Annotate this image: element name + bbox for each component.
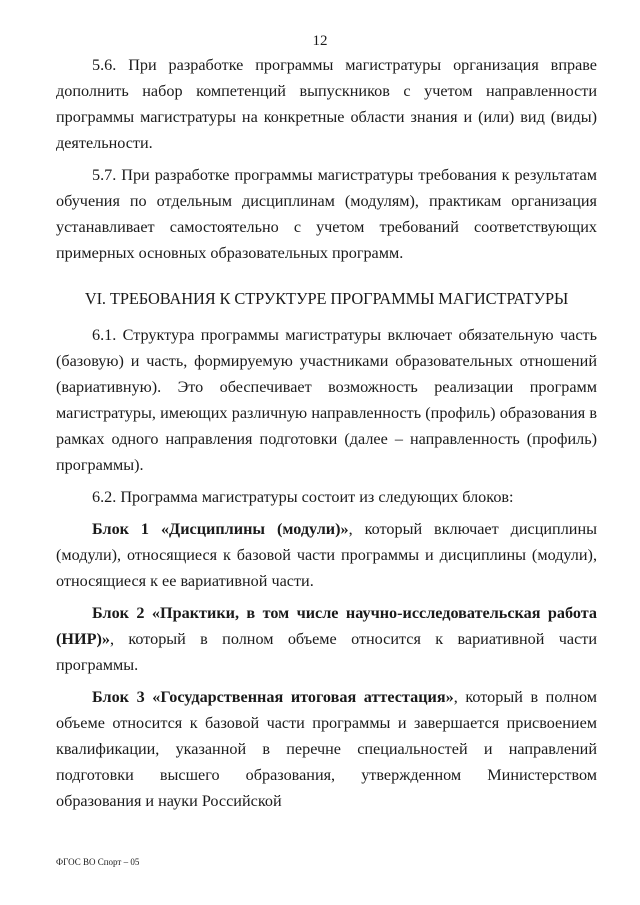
- block-1-text: , который включает дисциплины (модули), относящиеся к базовой части программы и дисциплины (модули), относящиеся к ее вариативной части.: [56, 520, 597, 590]
- page-number: 12: [312, 33, 328, 49]
- footer-code: ФГОС ВО Спорт – 05: [56, 857, 140, 867]
- block-2-title: Блок 2 «Практики, в том числе научно-исследовательская работа (НИР)»: [56, 604, 597, 648]
- paragraph-5-7: 5.7. При разработке программы магистратуры требования к результатам обучения по отдельным дисциплинам (модулям), практикам организация устанавливает самостоятельно с учетом требований соответствующих примерных основных образовательных программ.: [56, 166, 597, 262]
- paragraph-5-6: 5.6. При разработке программы магистратуры организация вправе дополнить набор компетенций выпускников с учетом направленности программы магистратуры на конкретные области знания и (или) вид (виды) деятельности.: [56, 56, 597, 152]
- block-3-text: , который в полном объеме относится к базовой части программы и завершается присвоением квалификации, указанной в перечне специальностей и направлений подготовки высшего образования, утвержденном Министерством образования и науки Российской: [56, 688, 597, 810]
- paragraph-6-1: 6.1. Структура программы магистратуры включает обязательную часть (базовую) и часть, формируемую участниками образовательных отношений (вариативную). Это обеспечивает возможность реализации программ магистратуры, имеющих различную направленность (профиль) образования в рамках одного направления подготовки (далее – направленность (профиль) программы).: [56, 326, 597, 474]
- block-2-text: , который в полном объеме относится к вариативной части программы.: [56, 630, 597, 674]
- paragraph-6-2: 6.2. Программа магистратуры состоит из следующих блоков:: [92, 488, 514, 506]
- section-heading-vi: VI. ТРЕБОВАНИЯ К СТРУКТУРЕ ПРОГРАММЫ МАГИСТРАТУРЫ: [84, 289, 569, 308]
- document-body: [56, 52, 597, 814]
- block-1-title: Блок 1 «Дисциплины (модули)»: [92, 520, 349, 538]
- block-3-paragraph: [56, 684, 597, 814]
- block-2-paragraph: [56, 600, 597, 678]
- block-3-title: Блок 3 «Государственная итоговая аттестация»: [92, 688, 454, 706]
- block-1-paragraph: [56, 516, 597, 594]
